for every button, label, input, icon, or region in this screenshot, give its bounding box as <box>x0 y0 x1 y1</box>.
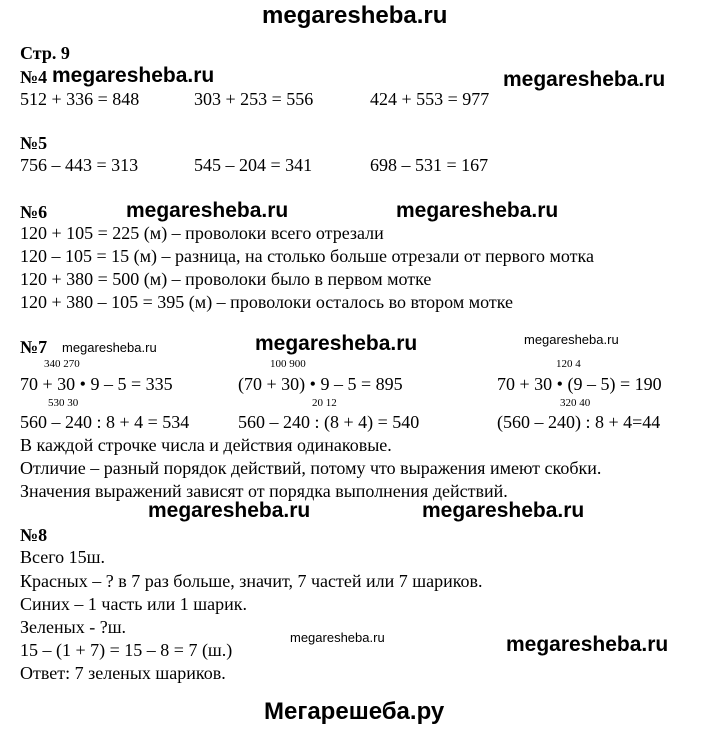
task7-a2: (70 + 30) • 9 – 5 = 895 <box>238 374 403 394</box>
task7-number: №7 <box>20 337 48 357</box>
page-label: Стр. 9 <box>20 43 70 63</box>
task7-a2-sup: 100 900 <box>270 358 306 370</box>
task6-number: №6 <box>20 202 48 222</box>
task8-line: Всего 15ш. <box>20 547 105 567</box>
task6-line: 120 + 380 = 500 (м) – проволоки было в первом мотке <box>20 269 432 289</box>
task7-a3: 70 + 30 • (9 – 5) = 190 <box>497 374 662 394</box>
watermark: megaresheba.ru <box>148 499 311 522</box>
watermark: megaresheba.ru <box>503 68 666 91</box>
task7-a1-sup: 340 270 <box>44 358 80 370</box>
task4-eq2: 303 + 253 = 556 <box>194 89 314 109</box>
watermark: megaresheba.ru <box>524 332 619 347</box>
task5-eq2: 545 – 204 = 341 <box>194 155 313 175</box>
watermark: megaresheba.ru <box>290 630 385 645</box>
task7-text: В каждой строчке числа и действия одинаковые. <box>20 435 392 455</box>
task7-a3-sup: 120 4 <box>556 358 581 370</box>
header-watermark: megaresheba.ru <box>262 2 448 29</box>
task4-number: №4 <box>20 67 48 87</box>
watermark: megaresheba.ru <box>255 332 418 355</box>
task8-line: Зеленых - ?ш. <box>20 617 127 637</box>
task7-b3: (560 – 240) : 8 + 4=44 <box>497 412 661 432</box>
task7-b3-sup: 320 40 <box>560 397 591 409</box>
task8-line: 15 – (1 + 7) = 15 – 8 = 7 (ш.) <box>20 640 233 660</box>
watermark: megaresheba.ru <box>396 199 559 222</box>
task5-eq1: 756 – 443 = 313 <box>20 155 139 175</box>
task4-eq1: 512 + 336 = 848 <box>20 89 140 109</box>
task8-line: Синих – 1 часть или 1 шарик. <box>20 594 247 614</box>
task7-a1: 70 + 30 • 9 – 5 = 335 <box>20 374 173 394</box>
task7-text: Значения выражений зависят от порядка выполнения действий. <box>20 481 508 501</box>
task7-b1-sup: 530 30 <box>48 397 79 409</box>
watermark: megaresheba.ru <box>422 499 585 522</box>
task6-line: 120 + 105 = 225 (м) – проволоки всего отрезали <box>20 223 384 243</box>
task8-line: Ответ: 7 зеленых шариков. <box>20 663 226 683</box>
task7-text: Отличие – разный порядок действий, потому что выражения имеют скобки. <box>20 458 602 478</box>
watermark: megaresheba.ru <box>506 633 669 656</box>
task6-line: 120 – 105 = 15 (м) – разница, на столько больше отрезали от первого мотка <box>20 246 594 266</box>
task4-eq3: 424 + 553 = 977 <box>370 89 490 109</box>
watermark: megaresheba.ru <box>126 199 289 222</box>
task6-line: 120 + 380 – 105 = 395 (м) – проволоки осталось во втором мотке <box>20 292 514 312</box>
task7-b2-sup: 20 12 <box>312 397 337 409</box>
task7-b1: 560 – 240 : 8 + 4 = 534 <box>20 412 190 432</box>
watermark: megaresheba.ru <box>52 64 215 87</box>
task5-eq3: 698 – 531 = 167 <box>370 155 489 175</box>
task8-line: Красных – ? в 7 раз больше, значит, 7 частей или 7 шариков. <box>20 571 483 591</box>
watermark: megaresheba.ru <box>62 340 157 355</box>
task8-number: №8 <box>20 525 48 545</box>
task5-number: №5 <box>20 133 48 153</box>
footer-watermark: Мегарешеба.ру <box>264 698 445 725</box>
task7-b2: 560 – 240 : (8 + 4) = 540 <box>238 412 420 432</box>
